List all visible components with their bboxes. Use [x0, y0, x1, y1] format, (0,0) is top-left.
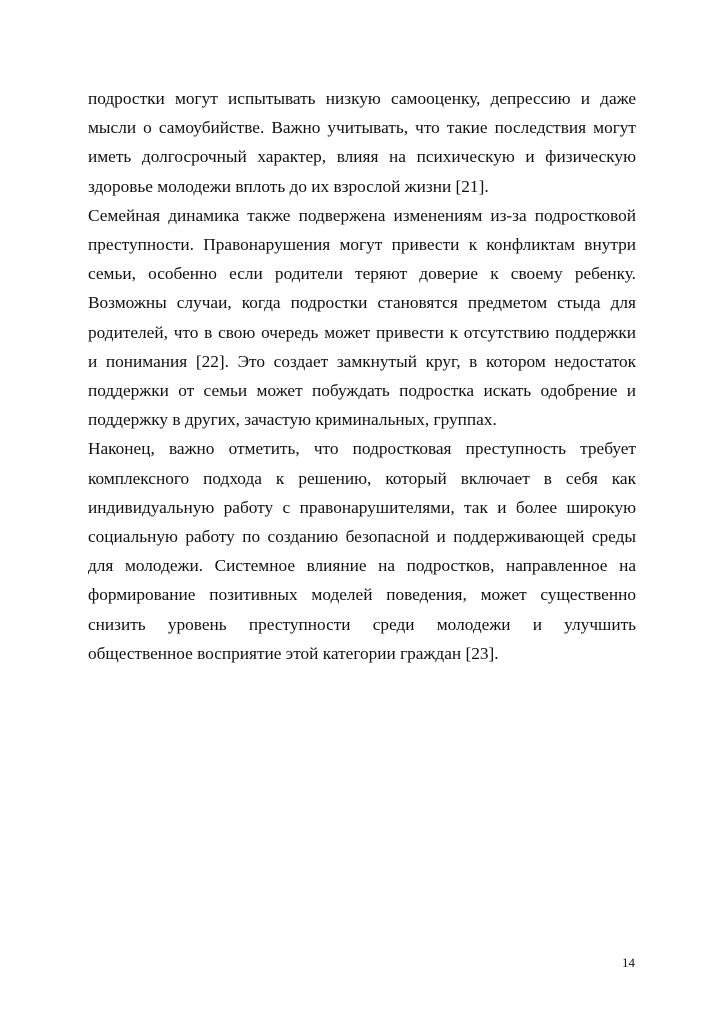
paragraph-3: Наконец, важно отметить, что подростковая преступность требует комплексного подхода к решению, который включает в себя как индивидуальную работу с правонарушителями, так и более широкую социальную работу по созданию безопасной и поддерживающей среды для молодежи. Системное влияние на подростков, направленное на формирование позитивных моделей поведения, может существенно снизить уровень преступности среди молодежи и улучшить общественное восприятие этой категории граждан [23]. — [88, 439, 636, 663]
paragraph-1: подростки могут испытывать низкую самооценку, депрессию и даже мысли о самоубийстве. Важно учитывать, что такие последствия могут иметь долгосрочный характер, влияя на психическую и физическую здоровье молодежи вплоть до их взрослой жизни [21]. — [88, 89, 636, 196]
document-body — [88, 84, 636, 668]
paragraph-2: Семейная динамика также подвержена изменениям из-за подростковой преступности. Правонарушения могут привести к конфликтам внутри семьи, особенно если родители теряют доверие к своему ребенку. Возможны случаи, когда подростки становятся предметом стыда для родителей, что в свою очередь может привести к отсутствию поддержки и понимания [22]. Это создает замкнутый круг, в котором недостаток поддержки от семьи может побуждать подростка искать одобрение и поддержку в других, зачастую криминальных, группах. — [88, 205, 636, 430]
page-number: 14 — [622, 955, 635, 970]
